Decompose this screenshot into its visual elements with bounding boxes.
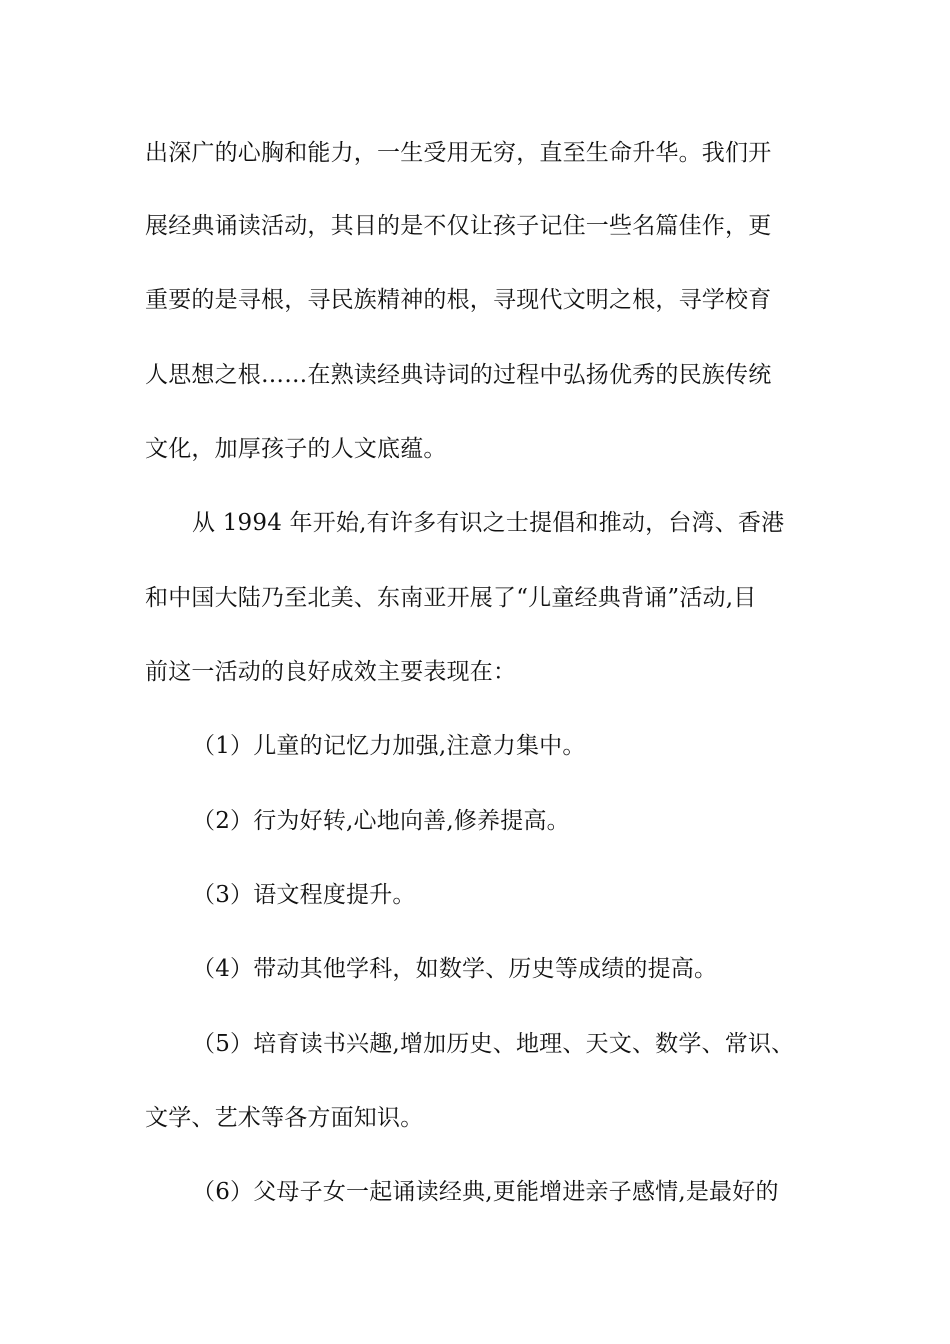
paragraph-line: 和中国大陆乃至北美、东南亚开展了“儿童经典背诵”活动,目: [145, 585, 757, 611]
paragraph-line: 从 1994 年开始,有许多有识之士提倡和推动，台湾、香港: [192, 510, 785, 536]
list-item: （2）行为好转,心地向善,修养提高。: [192, 808, 570, 834]
paragraph-line: 文化，加厚孩子的人文底蕴。: [145, 436, 447, 462]
paragraph-line: 人思想之根……在熟读经典诗词的过程中弘扬优秀的民族传统: [145, 362, 772, 388]
paragraph-line: 前这一活动的良好成效主要表现在：: [145, 659, 517, 685]
paragraph-line: 展经典诵读活动，其目的是不仅让孩子记住一些名篇佳作，更: [145, 213, 772, 239]
list-item: （6）父母子女一起诵读经典,更能增进亲子感情,是最好的: [192, 1179, 779, 1205]
list-item: （3）语文程度提升。: [192, 882, 416, 908]
paragraph-line: 重要的是寻根，寻民族精神的根，寻现代文明之根，寻学校育: [145, 287, 772, 313]
list-item: （5）培育读书兴趣,增加历史、地理、天文、数学、常识、: [192, 1031, 795, 1057]
list-item-continuation: 文学、艺术等各方面知识。: [145, 1105, 424, 1131]
list-item: （1）儿童的记忆力加强,注意力集中。: [192, 733, 586, 759]
list-item: （4）带动其他学科，如数学、历史等成绩的提高。: [192, 956, 718, 982]
paragraph-line: 出深广的心胸和能力，一生受用无穷，直至生命升华。我们开: [145, 140, 772, 166]
